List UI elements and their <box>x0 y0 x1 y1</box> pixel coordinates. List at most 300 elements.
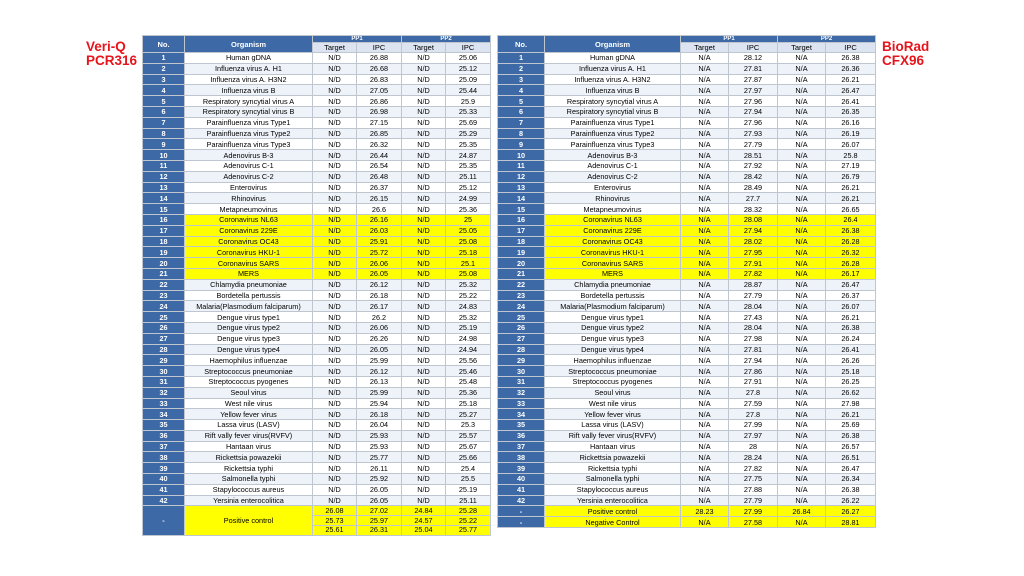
pp2-ipc-cell: 26.47 <box>826 279 876 290</box>
pp2-ipc-cell: 25.33 <box>446 106 491 117</box>
pp1-target-cell: N/A <box>681 96 729 107</box>
table-row <box>498 355 876 366</box>
table-row <box>498 290 876 301</box>
pp2-target-cell: N/A <box>778 139 826 150</box>
pp1-ipc-cell: 27.96 <box>729 117 778 128</box>
table-row <box>498 344 876 355</box>
organism-cell: Parainfluenza virus Type2 <box>185 128 313 139</box>
organism-cell: Yellow fever virus <box>545 409 681 420</box>
table-row <box>143 452 491 463</box>
organism-cell: Chlamydia pneumoniae <box>545 279 681 290</box>
pp1-ipc-cell: 26.68 <box>357 63 402 74</box>
pp2-target-cell: N/D <box>402 150 446 161</box>
pp2-target-cell: N/A <box>778 387 826 398</box>
pp1-ipc-cell: 26.83 <box>357 74 402 85</box>
pp2-ipc-cell: 25.36 <box>446 204 491 215</box>
pp2-header: PP2 <box>402 36 491 43</box>
pp2-ipc-cell: 25.56 <box>446 355 491 366</box>
organism-header: Organism <box>545 36 681 53</box>
pp1-ipc-cell: 27.8 <box>729 409 778 420</box>
pp1-ipc-cell: 27.95 <box>729 247 778 258</box>
pp2-target-cell: N/A <box>778 236 826 247</box>
pp1-target-cell: N/D <box>313 193 357 204</box>
no-header: No. <box>143 36 185 53</box>
table-row <box>143 495 491 506</box>
pp2-target-cell: N/D <box>402 258 446 269</box>
pp1-ipc-cell: 28.32 <box>729 204 778 215</box>
row-number: 32 <box>498 387 545 398</box>
pp1-ipc-cell: 25.99 <box>357 387 402 398</box>
organism-cell: Yellow fever virus <box>185 409 313 420</box>
pp2-ipc-cell: 25.35 <box>446 160 491 171</box>
row-number: 24 <box>143 301 185 312</box>
pp2-target-cell: N/A <box>778 452 826 463</box>
pp2-ipc-cell: 27.98 <box>826 398 876 409</box>
pp1-ipc-cell: 26.15 <box>357 193 402 204</box>
table-row <box>143 322 491 333</box>
row-number: 31 <box>498 376 545 387</box>
row-number: 34 <box>143 409 185 420</box>
table-row <box>143 225 491 236</box>
pp1-ipc-cell: 25.77 <box>357 452 402 463</box>
organism-cell: Stapylococcus aureus <box>545 484 681 495</box>
table-row <box>143 398 491 409</box>
organism-cell: Adenovirus C-2 <box>185 171 313 182</box>
pp1-ipc-cell: 26.98 <box>357 106 402 117</box>
pp1-target-header: Target <box>313 43 357 53</box>
table-row <box>143 344 491 355</box>
row-number: 39 <box>143 463 185 474</box>
pp2-target-cell: N/D <box>402 409 446 420</box>
pp2-target-cell: N/D <box>402 63 446 74</box>
pp2-target-cell: N/A <box>778 409 826 420</box>
control-label: Positive control <box>545 506 681 517</box>
organism-cell: Streptococcus pneumoniae <box>545 366 681 377</box>
pp1-ipc-cell: 25.99 <box>357 355 402 366</box>
table-row <box>498 463 876 474</box>
pp1-target-header: Target <box>681 43 729 53</box>
pp2-target-cell: N/D <box>402 344 446 355</box>
organism-cell: Coronavirus HKU-1 <box>185 247 313 258</box>
organism-cell: Coronavirus SARS <box>185 258 313 269</box>
table-row <box>143 484 491 495</box>
pp2-ipc-cell: 28.81 <box>826 517 876 528</box>
pp2-ipc-cell: 26.51 <box>826 452 876 463</box>
pp2-target-cell: N/A <box>778 344 826 355</box>
pp1-ipc-cell: 27.82 <box>729 268 778 279</box>
pp2-target-cell: N/A <box>778 53 826 64</box>
organism-cell: Stapylococcus aureus <box>185 484 313 495</box>
pp1-ipc-cell: 26.85 <box>357 128 402 139</box>
pp1-target-cell: N/D <box>313 279 357 290</box>
table-row <box>498 117 876 128</box>
organism-cell: Rift vally fever virus(RVFV) <box>185 430 313 441</box>
table-row <box>143 85 491 96</box>
pp1-ipc-cell: 27.15 <box>357 117 402 128</box>
table-row <box>498 106 876 117</box>
organism-cell: Haemophilus influenzae <box>185 355 313 366</box>
row-number: 27 <box>498 333 545 344</box>
pp1-target-cell: N/A <box>681 63 729 74</box>
pp2-target-cell: N/D <box>402 312 446 323</box>
pp2-ipc-cell: 25.29 <box>446 128 491 139</box>
pp2-target-cell: N/A <box>778 376 826 387</box>
table-row <box>498 258 876 269</box>
organism-cell: Enterovirus <box>545 182 681 193</box>
row-number: 35 <box>498 420 545 431</box>
pp2-target-cell: N/A <box>778 225 826 236</box>
pp2-target-cell: N/D <box>402 236 446 247</box>
pp2-ipc-cell: 26.21 <box>826 182 876 193</box>
pp1-target-cell: N/A <box>681 258 729 269</box>
organism-cell: Bordetella pertussis <box>545 290 681 301</box>
pp1-target-cell: N/A <box>681 236 729 247</box>
pp2-ipc-cell: 24.99 <box>446 193 491 204</box>
pp2-ipc-cell: 25.35 <box>446 139 491 150</box>
pp2-target-cell: 24.84 <box>402 506 446 516</box>
pp2-ipc-cell: 24.87 <box>446 150 491 161</box>
pp1-ipc-cell: 27.43 <box>729 312 778 323</box>
table-row <box>143 171 491 182</box>
row-number: 34 <box>498 409 545 420</box>
pp1-target-cell: N/A <box>681 463 729 474</box>
no-header: No. <box>498 36 545 53</box>
pp2-target-cell: N/A <box>778 160 826 171</box>
pp2-ipc-cell: 26.47 <box>826 85 876 96</box>
row-number: 12 <box>498 171 545 182</box>
pp2-target-cell: N/A <box>778 420 826 431</box>
pp2-ipc-cell: 26.24 <box>826 333 876 344</box>
pp2-header: PP2 <box>778 36 876 43</box>
pp2-ipc-cell: 25.05 <box>446 225 491 236</box>
pp2-target-cell: 25.04 <box>402 526 446 536</box>
pp2-target-cell: N/D <box>402 214 446 225</box>
pp2-target-cell: N/A <box>778 322 826 333</box>
pp2-target-cell: N/A <box>778 430 826 441</box>
pp2-ipc-cell: 24.83 <box>446 301 491 312</box>
table-row <box>498 333 876 344</box>
pp2-target-cell: N/D <box>402 204 446 215</box>
pp1-target-cell: N/D <box>313 322 357 333</box>
pp1-target-cell: N/A <box>681 247 729 258</box>
pp1-ipc-cell: 27.94 <box>729 225 778 236</box>
pp1-target-cell: N/A <box>681 301 729 312</box>
row-number: 8 <box>498 128 545 139</box>
pp2-target-cell: N/D <box>402 376 446 387</box>
pp1-ipc-cell: 27.81 <box>729 63 778 74</box>
pp1-ipc-cell: 28.02 <box>729 236 778 247</box>
table-row <box>143 376 491 387</box>
pp2-ipc-cell: 26.38 <box>826 53 876 64</box>
pp2-ipc-cell: 26.38 <box>826 225 876 236</box>
pp1-target-cell: N/D <box>313 160 357 171</box>
pp1-target-cell: N/A <box>681 312 729 323</box>
pp1-target-cell: 25.73 <box>313 516 357 526</box>
table-row <box>498 430 876 441</box>
pp2-ipc-cell: 25.22 <box>446 516 491 526</box>
organism-cell: Adenovirus C-1 <box>185 160 313 171</box>
pp2-ipc-cell: 26.19 <box>826 128 876 139</box>
pp1-target-cell: N/D <box>313 258 357 269</box>
pp1-target-cell: N/A <box>681 182 729 193</box>
pp1-target-cell: N/A <box>681 171 729 182</box>
pp1-target-cell: N/D <box>313 387 357 398</box>
table-row <box>498 225 876 236</box>
pp1-target-cell: N/A <box>681 355 729 366</box>
organism-cell: Seoul virus <box>185 387 313 398</box>
row-number: 21 <box>498 268 545 279</box>
pp2-ipc-cell: 25.4 <box>446 463 491 474</box>
pp1-ipc-cell: 27.02 <box>357 506 402 516</box>
row-number: 41 <box>498 484 545 495</box>
pp2-ipc-cell: 25.8 <box>826 150 876 161</box>
pp2-target-cell: N/A <box>778 96 826 107</box>
pp1-target-cell: N/D <box>313 290 357 301</box>
pp2-target-cell: N/A <box>778 441 826 452</box>
pp1-ipc-cell: 28.42 <box>729 171 778 182</box>
pp1-ipc-cell: 27.7 <box>729 193 778 204</box>
pp2-target-cell: N/D <box>402 420 446 431</box>
organism-cell: Haemophilus influenzae <box>545 355 681 366</box>
pp1-ipc-cell: 26.32 <box>357 139 402 150</box>
table-row <box>498 474 876 485</box>
table-row <box>143 430 491 441</box>
table-row <box>498 96 876 107</box>
organism-cell: Rickettsia powazekii <box>185 452 313 463</box>
pp1-ipc-cell: 27.88 <box>729 484 778 495</box>
table-row <box>143 117 491 128</box>
organism-cell: Rickettsia typhi <box>185 463 313 474</box>
pp2-ipc-cell: 26.17 <box>826 268 876 279</box>
row-number: 31 <box>143 376 185 387</box>
table-row <box>498 193 876 204</box>
pp1-ipc-cell: 28.04 <box>729 301 778 312</box>
table-row <box>143 204 491 215</box>
pp1-ipc-cell: 25.97 <box>357 516 402 526</box>
row-number: 20 <box>498 258 545 269</box>
table-row <box>498 301 876 312</box>
pp2-target-cell: N/A <box>778 333 826 344</box>
pp2-ipc-cell: 25 <box>446 214 491 225</box>
pp2-target-cell: N/D <box>402 463 446 474</box>
row-number: 29 <box>143 355 185 366</box>
pp2-target-cell: N/A <box>778 301 826 312</box>
row-number: 40 <box>498 474 545 485</box>
row-number: 9 <box>498 139 545 150</box>
pp1-target-cell: N/A <box>681 517 729 528</box>
organism-cell: Dengue virus type2 <box>185 322 313 333</box>
pp1-target-cell: N/D <box>313 128 357 139</box>
table-row <box>143 214 491 225</box>
pp2-target-cell: N/A <box>778 463 826 474</box>
veri-q-results-table <box>142 35 491 536</box>
pp1-ipc-cell: 28.51 <box>729 150 778 161</box>
pp2-target-cell: N/A <box>778 279 826 290</box>
pp2-target-cell: N/A <box>778 474 826 485</box>
pp2-target-cell: N/A <box>778 355 826 366</box>
pp2-ipc-cell: 25.46 <box>446 366 491 377</box>
organism-cell: Influenza virus B <box>185 85 313 96</box>
pp1-target-cell: N/A <box>681 376 729 387</box>
pp2-ipc-cell: 25.1 <box>446 258 491 269</box>
row-number: 41 <box>143 484 185 495</box>
pp2-target-cell: N/A <box>778 171 826 182</box>
table-row <box>498 74 876 85</box>
row-number: 18 <box>143 236 185 247</box>
organism-cell: Dengue virus type4 <box>185 344 313 355</box>
pp2-ipc-cell: 25.18 <box>446 398 491 409</box>
pp1-target-cell: N/D <box>313 106 357 117</box>
organism-cell: West nile virus <box>545 398 681 409</box>
organism-cell: Streptococcus pyogenes <box>545 376 681 387</box>
pp2-ipc-cell: 26.28 <box>826 258 876 269</box>
pp2-ipc-cell: 25.69 <box>826 420 876 431</box>
pp1-ipc-cell: 26.18 <box>357 290 402 301</box>
pp1-ipc-cell: 27.93 <box>729 128 778 139</box>
organism-cell: Dengue virus type3 <box>185 333 313 344</box>
pp1-ipc-cell: 26.04 <box>357 420 402 431</box>
pp2-ipc-cell: 26.38 <box>826 484 876 495</box>
row-number: 19 <box>143 247 185 258</box>
pp2-target-cell: N/D <box>402 128 446 139</box>
organism-header: Organism <box>185 36 313 53</box>
pp1-ipc-cell: 28 <box>729 441 778 452</box>
pp1-ipc-header: IPC <box>729 43 778 53</box>
pp1-target-cell: N/D <box>313 366 357 377</box>
pp1-target-cell: N/D <box>313 96 357 107</box>
table-row <box>498 484 876 495</box>
pp2-ipc-cell: 26.28 <box>826 236 876 247</box>
table-row <box>498 376 876 387</box>
pp2-ipc-cell: 25.48 <box>446 376 491 387</box>
table-row <box>498 312 876 323</box>
organism-cell: Influenza virus A. H3N2 <box>185 74 313 85</box>
row-number: 19 <box>498 247 545 258</box>
pp2-target-cell: N/A <box>778 128 826 139</box>
pp1-target-cell: N/A <box>681 344 729 355</box>
row-number: - <box>498 506 545 517</box>
pp1-ipc-cell: 26.05 <box>357 344 402 355</box>
table-row <box>143 128 491 139</box>
table-row <box>143 96 491 107</box>
pp2-ipc-cell: 26.16 <box>826 117 876 128</box>
row-number: 25 <box>498 312 545 323</box>
pp2-ipc-cell: 25.06 <box>446 53 491 64</box>
pp1-target-cell: N/A <box>681 484 729 495</box>
organism-cell: Streptococcus pneumoniae <box>185 366 313 377</box>
row-number: 5 <box>498 96 545 107</box>
pp1-target-cell: N/A <box>681 193 729 204</box>
pp1-ipc-cell: 27.99 <box>729 420 778 431</box>
pp1-target-cell: N/A <box>681 160 729 171</box>
pp1-ipc-cell: 27.96 <box>729 96 778 107</box>
pp2-ipc-cell: 26.38 <box>826 430 876 441</box>
row-number: 35 <box>143 420 185 431</box>
row-number: 4 <box>498 85 545 96</box>
pp2-ipc-cell: 25.3 <box>446 420 491 431</box>
pp2-ipc-cell: 26.65 <box>826 204 876 215</box>
table-row <box>143 258 491 269</box>
organism-cell: Adenovirus C-1 <box>545 160 681 171</box>
pp2-target-cell: N/A <box>778 398 826 409</box>
row-number: 23 <box>498 290 545 301</box>
row-number: 39 <box>498 463 545 474</box>
row-number: 21 <box>143 268 185 279</box>
pp1-target-cell: N/A <box>681 225 729 236</box>
table-row <box>498 150 876 161</box>
table-row <box>143 106 491 117</box>
organism-cell: Enterovirus <box>185 182 313 193</box>
organism-cell: Lassa virus (LASV) <box>185 420 313 431</box>
organism-cell: Metapneumovirus <box>185 204 313 215</box>
pp1-ipc-cell: 26.12 <box>357 366 402 377</box>
pp2-target-cell: N/D <box>402 160 446 171</box>
pp2-ipc-cell: 26.38 <box>826 322 876 333</box>
pp2-ipc-cell: 26.22 <box>826 495 876 506</box>
organism-cell: Chlamydia pneumoniae <box>185 279 313 290</box>
pp2-target-cell: N/A <box>778 106 826 117</box>
pp1-ipc-cell: 25.92 <box>357 474 402 485</box>
organism-cell: Coronavirus 229E <box>185 225 313 236</box>
pp1-target-cell: N/A <box>681 53 729 64</box>
pp1-ipc-cell: 26.06 <box>357 258 402 269</box>
row-number: 16 <box>143 214 185 225</box>
pp1-ipc-cell: 27.91 <box>729 258 778 269</box>
organism-cell: Rickettsia powazekii <box>545 452 681 463</box>
pp1-target-cell: N/D <box>313 204 357 215</box>
pp1-target-cell: N/D <box>313 441 357 452</box>
pp1-ipc-cell: 27.91 <box>729 376 778 387</box>
pp1-ipc-cell: 27.79 <box>729 495 778 506</box>
table-row <box>498 85 876 96</box>
pp2-target-cell: N/D <box>402 225 446 236</box>
pp2-target-cell: N/D <box>402 430 446 441</box>
pp2-target-cell: N/D <box>402 333 446 344</box>
row-number: 2 <box>143 63 185 74</box>
pp2-ipc-cell: 25.69 <box>446 117 491 128</box>
table-row <box>143 247 491 258</box>
organism-cell: Salmonella typhi <box>545 474 681 485</box>
row-number: 10 <box>143 150 185 161</box>
pp2-target-cell: N/A <box>778 150 826 161</box>
row-number: 38 <box>143 452 185 463</box>
pp1-target-cell: N/A <box>681 441 729 452</box>
table-row <box>143 387 491 398</box>
table-row <box>498 139 876 150</box>
organism-cell: Parainfluenza virus Type3 <box>185 139 313 150</box>
pp1-ipc-cell: 26.88 <box>357 53 402 64</box>
table-row <box>498 53 876 64</box>
row-number: 8 <box>143 128 185 139</box>
row-number: 9 <box>143 139 185 150</box>
pp1-header: PP1 <box>313 36 402 43</box>
pp2-target-cell: N/D <box>402 171 446 182</box>
pp1-ipc-cell: 28.08 <box>729 214 778 225</box>
pp2-ipc-cell: 25.22 <box>446 290 491 301</box>
pp2-ipc-cell: 26.36 <box>826 63 876 74</box>
organism-cell: Dengue virus type1 <box>545 312 681 323</box>
pp1-target-cell: N/D <box>313 452 357 463</box>
pp2-ipc-cell: 25.12 <box>446 182 491 193</box>
pp2-target-cell: 24.57 <box>402 516 446 526</box>
pp1-ipc-cell: 27.97 <box>729 85 778 96</box>
row-number: 38 <box>498 452 545 463</box>
row-number: 29 <box>498 355 545 366</box>
pp1-target-cell: 25.61 <box>313 526 357 536</box>
veri-q-label <box>86 40 137 68</box>
organism-cell: Rift vally fever virus(RVFV) <box>545 430 681 441</box>
pp1-ipc-cell: 27.94 <box>729 106 778 117</box>
